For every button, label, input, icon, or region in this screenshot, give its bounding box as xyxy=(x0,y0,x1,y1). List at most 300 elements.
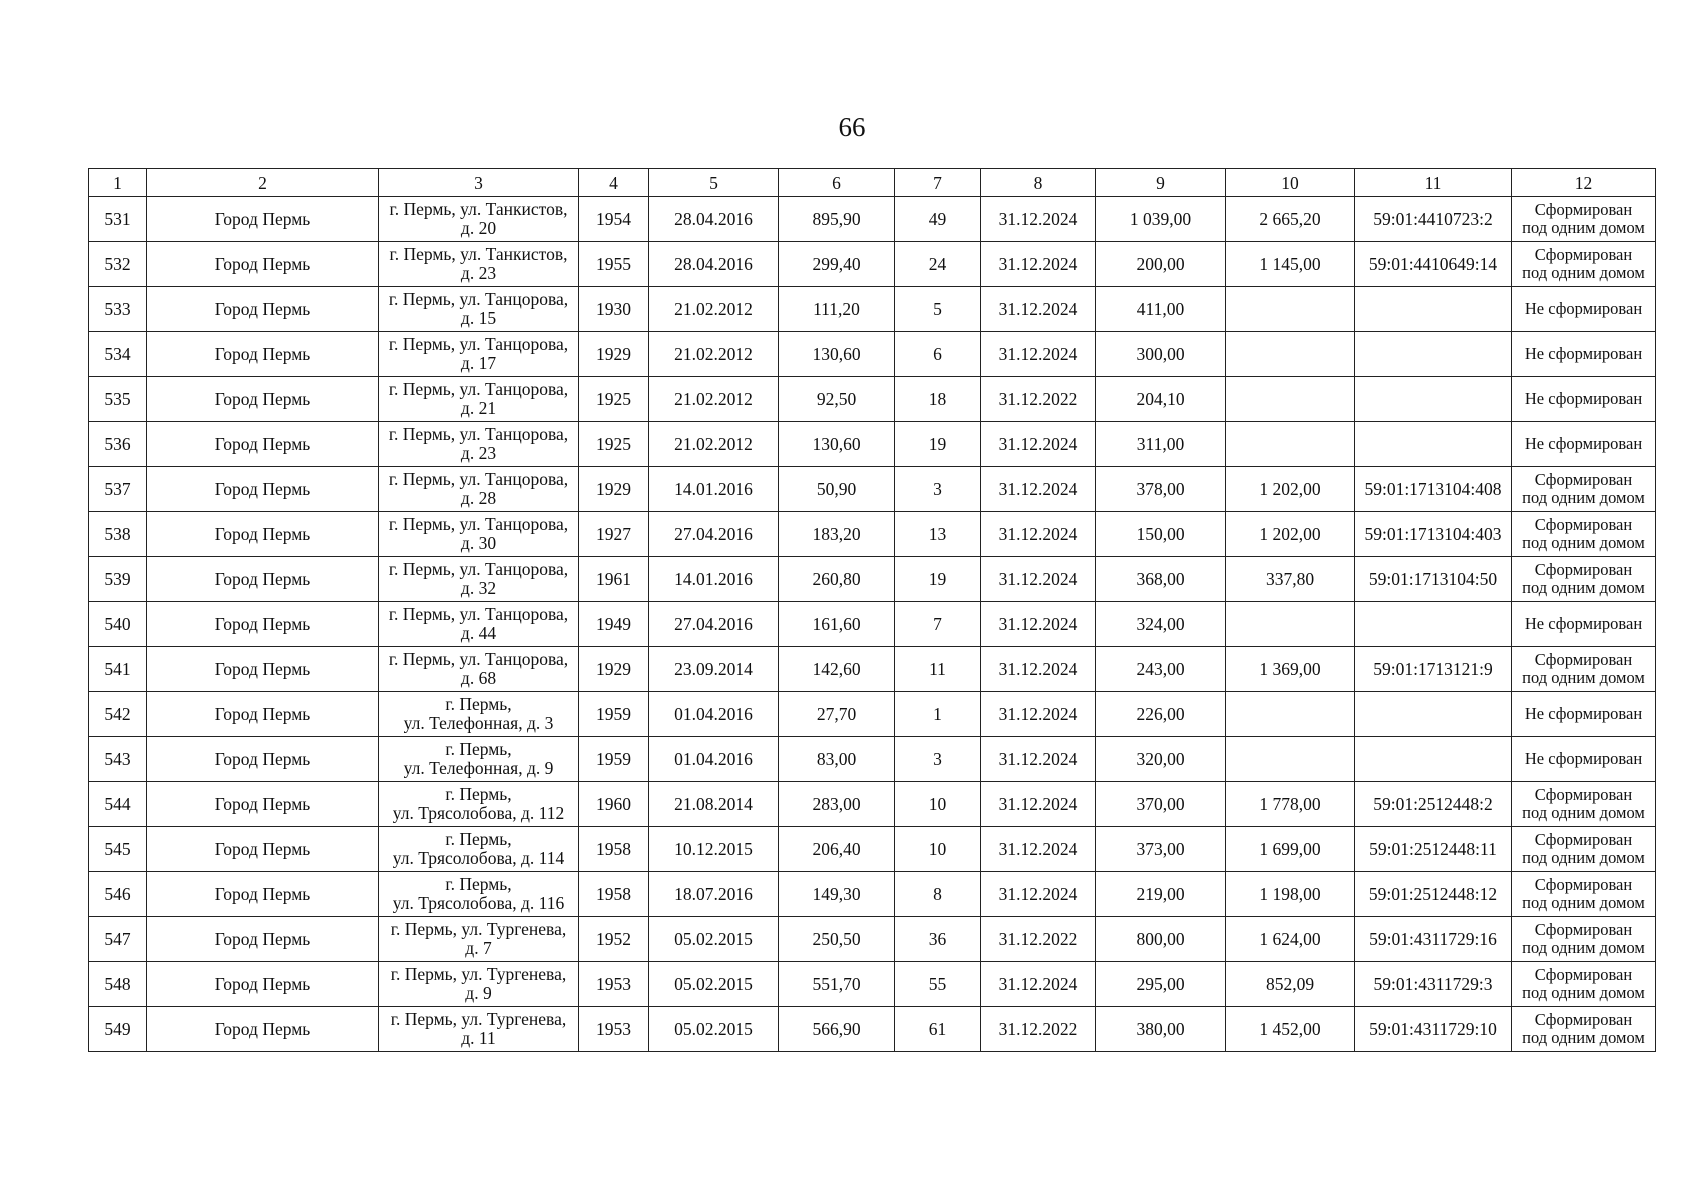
header-col-12: 12 xyxy=(1512,169,1656,197)
cell-year: 1925 xyxy=(579,377,649,422)
cell-area: 130,60 xyxy=(779,422,895,467)
cell-address xyxy=(379,962,579,1007)
cell-col9: 373,00 xyxy=(1096,827,1226,872)
cell-residents: 10 xyxy=(895,827,981,872)
cell-status-line: Сформирован xyxy=(1534,245,1633,264)
table-row xyxy=(89,197,1656,242)
cell-municipality: Город Пермь xyxy=(147,287,379,332)
cell-status xyxy=(1512,557,1656,602)
cell-address-line: г. Пермь, ул. Танкистов, xyxy=(389,199,568,219)
cell-col10: 1 202,00 xyxy=(1226,512,1355,557)
cell-residents: 24 xyxy=(895,242,981,287)
cell-area: 206,40 xyxy=(779,827,895,872)
cell-col10 xyxy=(1226,422,1355,467)
cell-col9: 204,10 xyxy=(1096,377,1226,422)
cell-deadline: 31.12.2024 xyxy=(981,647,1096,692)
cell-date: 23.09.2014 xyxy=(649,647,779,692)
cell-number: 536 xyxy=(89,422,147,467)
cell-address xyxy=(379,737,579,782)
cell-address-line: г. Пермь, xyxy=(445,739,512,759)
cell-residents: 6 xyxy=(895,332,981,377)
header-col-3: 3 xyxy=(379,169,579,197)
cell-municipality: Город Пермь xyxy=(147,647,379,692)
cell-residents: 11 xyxy=(895,647,981,692)
cell-municipality: Город Пермь xyxy=(147,512,379,557)
cell-deadline: 31.12.2024 xyxy=(981,242,1096,287)
cell-status-line: под одним домом xyxy=(1522,668,1645,687)
cell-col10: 1 699,00 xyxy=(1226,827,1355,872)
cell-year: 1949 xyxy=(579,602,649,647)
cell-col9: 370,00 xyxy=(1096,782,1226,827)
housing-table xyxy=(88,168,1656,1052)
cell-cadastral: 59:01:1713104:408 xyxy=(1355,467,1512,512)
header-col-1: 1 xyxy=(89,169,147,197)
cell-status xyxy=(1512,1007,1656,1052)
cell-date: 14.01.2016 xyxy=(649,557,779,602)
cell-deadline: 31.12.2024 xyxy=(981,962,1096,1007)
header-col-8: 8 xyxy=(981,169,1096,197)
header-col-11: 11 xyxy=(1355,169,1512,197)
cell-cadastral xyxy=(1355,692,1512,737)
cell-address-line: ул. Трясолобова, д. 116 xyxy=(392,893,565,913)
cell-address-line: г. Пермь, ул. Танцорова, xyxy=(388,424,569,444)
cell-date: 27.04.2016 xyxy=(649,602,779,647)
cell-residents: 19 xyxy=(895,422,981,467)
table-row xyxy=(89,332,1656,377)
cell-cadastral: 59:01:2512448:2 xyxy=(1355,782,1512,827)
cell-number: 541 xyxy=(89,647,147,692)
cell-date: 21.02.2012 xyxy=(649,377,779,422)
cell-deadline: 31.12.2024 xyxy=(981,197,1096,242)
cell-address-line: г. Пермь, ул. Танцорова, xyxy=(388,649,569,669)
cell-area: 92,50 xyxy=(779,377,895,422)
cell-status-line: Сформирован xyxy=(1534,470,1633,489)
table-row xyxy=(89,647,1656,692)
cell-address xyxy=(379,692,579,737)
cell-address-line: г. Пермь, ул. Танцорова, xyxy=(388,514,569,534)
cell-address-line: д. 21 xyxy=(460,398,497,418)
cell-col9: 226,00 xyxy=(1096,692,1226,737)
cell-status xyxy=(1512,872,1656,917)
cell-date: 05.02.2015 xyxy=(649,962,779,1007)
cell-col10: 1 202,00 xyxy=(1226,467,1355,512)
cell-year: 1927 xyxy=(579,512,649,557)
cell-status-line: Сформирован xyxy=(1534,965,1633,984)
cell-status-line: под одним домом xyxy=(1522,533,1645,552)
cell-deadline: 31.12.2024 xyxy=(981,512,1096,557)
cell-year: 1952 xyxy=(579,917,649,962)
cell-year: 1960 xyxy=(579,782,649,827)
cell-municipality: Город Пермь xyxy=(147,962,379,1007)
cell-status-line: Сформирован xyxy=(1534,920,1633,939)
cell-address-line: д. 17 xyxy=(460,353,497,373)
cell-date: 21.02.2012 xyxy=(649,287,779,332)
cell-address-line: г. Пермь, ул. Танцорова, xyxy=(388,469,569,489)
cell-col9: 311,00 xyxy=(1096,422,1226,467)
cell-col9: 378,00 xyxy=(1096,467,1226,512)
cell-year: 1955 xyxy=(579,242,649,287)
cell-address xyxy=(379,557,579,602)
cell-municipality: Город Пермь xyxy=(147,1007,379,1052)
cell-cadastral: 59:01:1713121:9 xyxy=(1355,647,1512,692)
cell-municipality: Город Пермь xyxy=(147,242,379,287)
cell-municipality: Город Пермь xyxy=(147,197,379,242)
cell-area: 161,60 xyxy=(779,602,895,647)
header-col-2: 2 xyxy=(147,169,379,197)
cell-deadline: 31.12.2024 xyxy=(981,332,1096,377)
cell-status xyxy=(1512,917,1656,962)
cell-municipality: Город Пермь xyxy=(147,917,379,962)
table-row xyxy=(89,1007,1656,1052)
cell-address-line: г. Пермь, ул. Тургенева, xyxy=(390,919,567,939)
cell-number: 545 xyxy=(89,827,147,872)
cell-col10 xyxy=(1226,737,1355,782)
cell-address-line: г. Пермь, ул. Танцорова, xyxy=(388,334,569,354)
cell-status-line: под одним домом xyxy=(1522,938,1645,957)
cell-status-line: Не сформирован xyxy=(1524,299,1643,318)
cell-cadastral xyxy=(1355,377,1512,422)
cell-residents: 7 xyxy=(895,602,981,647)
cell-address-line: д. 32 xyxy=(460,578,497,598)
cell-status xyxy=(1512,782,1656,827)
table-row xyxy=(89,512,1656,557)
cell-col10: 1 369,00 xyxy=(1226,647,1355,692)
cell-col10 xyxy=(1226,602,1355,647)
cell-address-line: д. 68 xyxy=(460,668,497,688)
cell-status xyxy=(1512,512,1656,557)
cell-col10: 1 778,00 xyxy=(1226,782,1355,827)
cell-area: 566,90 xyxy=(779,1007,895,1052)
cell-cadastral xyxy=(1355,602,1512,647)
cell-status-line: под одним домом xyxy=(1522,578,1645,597)
cell-cadastral: 59:01:1713104:403 xyxy=(1355,512,1512,557)
cell-area: 283,00 xyxy=(779,782,895,827)
cell-municipality: Город Пермь xyxy=(147,557,379,602)
cell-year: 1930 xyxy=(579,287,649,332)
cell-status-line: Не сформирован xyxy=(1524,749,1643,768)
cell-date: 01.04.2016 xyxy=(649,737,779,782)
cell-status-line: под одним домом xyxy=(1522,983,1645,1002)
cell-number: 544 xyxy=(89,782,147,827)
cell-col10: 1 198,00 xyxy=(1226,872,1355,917)
cell-col9: 219,00 xyxy=(1096,872,1226,917)
cell-cadastral: 59:01:1713104:50 xyxy=(1355,557,1512,602)
cell-address-line: ул. Телефонная, д. 3 xyxy=(403,713,554,733)
cell-year: 1958 xyxy=(579,872,649,917)
cell-year: 1929 xyxy=(579,332,649,377)
cell-status-line: под одним домом xyxy=(1522,1028,1645,1047)
cell-cadastral: 59:01:2512448:11 xyxy=(1355,827,1512,872)
cell-address xyxy=(379,827,579,872)
table-row xyxy=(89,962,1656,1007)
cell-number: 532 xyxy=(89,242,147,287)
cell-municipality: Город Пермь xyxy=(147,782,379,827)
cell-address-line: г. Пермь, xyxy=(445,874,512,894)
cell-deadline: 31.12.2024 xyxy=(981,422,1096,467)
cell-number: 537 xyxy=(89,467,147,512)
cell-deadline: 31.12.2024 xyxy=(981,692,1096,737)
cell-deadline: 31.12.2024 xyxy=(981,782,1096,827)
cell-address-line: д. 44 xyxy=(460,623,497,643)
cell-number: 533 xyxy=(89,287,147,332)
cell-address-line: ул. Трясолобова, д. 114 xyxy=(392,848,565,868)
cell-residents: 3 xyxy=(895,467,981,512)
cell-date: 18.07.2016 xyxy=(649,872,779,917)
cell-status-line: Не сформирован xyxy=(1524,614,1643,633)
cell-col10: 337,80 xyxy=(1226,557,1355,602)
cell-address-line: д. 20 xyxy=(460,218,497,238)
cell-status-line: Сформирован xyxy=(1534,650,1633,669)
cell-address-line: г. Пермь, ул. Тургенева, xyxy=(390,964,567,984)
cell-area: 551,70 xyxy=(779,962,895,1007)
cell-deadline: 31.12.2024 xyxy=(981,872,1096,917)
cell-municipality: Город Пермь xyxy=(147,692,379,737)
cell-status-line: под одним домом xyxy=(1522,848,1645,867)
cell-address-line: д. 23 xyxy=(460,263,497,283)
cell-status-line: под одним домом xyxy=(1522,488,1645,507)
cell-number: 542 xyxy=(89,692,147,737)
cell-status-line: Не сформирован xyxy=(1524,434,1643,453)
cell-municipality: Город Пермь xyxy=(147,332,379,377)
cell-residents: 19 xyxy=(895,557,981,602)
cell-date: 10.12.2015 xyxy=(649,827,779,872)
table-header-row xyxy=(89,169,1656,197)
cell-address xyxy=(379,287,579,332)
cell-status-line: Сформирован xyxy=(1534,515,1633,534)
cell-number: 531 xyxy=(89,197,147,242)
header-col-4: 4 xyxy=(579,169,649,197)
cell-address-line: ул. Телефонная, д. 9 xyxy=(403,758,554,778)
table-row xyxy=(89,737,1656,782)
cell-residents: 61 xyxy=(895,1007,981,1052)
cell-status-line: Не сформирован xyxy=(1524,704,1643,723)
cell-col9: 300,00 xyxy=(1096,332,1226,377)
cell-col9: 368,00 xyxy=(1096,557,1226,602)
cell-status xyxy=(1512,287,1656,332)
cell-deadline: 31.12.2022 xyxy=(981,377,1096,422)
cell-date: 05.02.2015 xyxy=(649,917,779,962)
cell-date: 21.08.2014 xyxy=(649,782,779,827)
cell-address-line: г. Пермь, ул. Танцорова, xyxy=(388,604,569,624)
cell-year: 1929 xyxy=(579,647,649,692)
cell-status-line: Сформирован xyxy=(1534,200,1633,219)
cell-status xyxy=(1512,737,1656,782)
cell-residents: 1 xyxy=(895,692,981,737)
cell-address-line: г. Пермь, xyxy=(445,694,512,714)
cell-date: 14.01.2016 xyxy=(649,467,779,512)
cell-status xyxy=(1512,197,1656,242)
cell-residents: 8 xyxy=(895,872,981,917)
cell-deadline: 31.12.2024 xyxy=(981,737,1096,782)
cell-area: 299,40 xyxy=(779,242,895,287)
cell-number: 546 xyxy=(89,872,147,917)
cell-col10: 852,09 xyxy=(1226,962,1355,1007)
cell-address-line: г. Пермь, ул. Танцорова, xyxy=(388,379,569,399)
cell-status xyxy=(1512,332,1656,377)
cell-area: 111,20 xyxy=(779,287,895,332)
cell-cadastral: 59:01:4410649:14 xyxy=(1355,242,1512,287)
cell-year: 1961 xyxy=(579,557,649,602)
cell-status-line: Сформирован xyxy=(1534,830,1633,849)
table-row xyxy=(89,377,1656,422)
cell-col9: 150,00 xyxy=(1096,512,1226,557)
cell-col10: 2 665,20 xyxy=(1226,197,1355,242)
cell-year: 1959 xyxy=(579,737,649,782)
cell-status-line: Сформирован xyxy=(1534,875,1633,894)
table-row xyxy=(89,602,1656,647)
cell-address xyxy=(379,422,579,467)
cell-status-line: Не сформирован xyxy=(1524,389,1643,408)
cell-status-line: под одним домом xyxy=(1522,803,1645,822)
table-row xyxy=(89,782,1656,827)
cell-year: 1929 xyxy=(579,467,649,512)
table-row xyxy=(89,872,1656,917)
cell-deadline: 31.12.2024 xyxy=(981,827,1096,872)
cell-col10: 1 624,00 xyxy=(1226,917,1355,962)
cell-address-line: г. Пермь, ул. Танцорова, xyxy=(388,559,569,579)
table-row xyxy=(89,692,1656,737)
cell-cadastral xyxy=(1355,287,1512,332)
cell-residents: 18 xyxy=(895,377,981,422)
cell-col9: 200,00 xyxy=(1096,242,1226,287)
cell-cadastral xyxy=(1355,422,1512,467)
cell-number: 534 xyxy=(89,332,147,377)
cell-municipality: Город Пермь xyxy=(147,467,379,512)
cell-area: 130,60 xyxy=(779,332,895,377)
cell-number: 543 xyxy=(89,737,147,782)
cell-cadastral: 59:01:4311729:16 xyxy=(1355,917,1512,962)
cell-residents: 10 xyxy=(895,782,981,827)
cell-municipality: Город Пермь xyxy=(147,602,379,647)
cell-municipality: Город Пермь xyxy=(147,872,379,917)
cell-address xyxy=(379,242,579,287)
cell-address xyxy=(379,512,579,557)
cell-status xyxy=(1512,377,1656,422)
cell-status xyxy=(1512,242,1656,287)
cell-address xyxy=(379,602,579,647)
cell-address xyxy=(379,917,579,962)
cell-cadastral xyxy=(1355,332,1512,377)
cell-status-line: Сформирован xyxy=(1534,1010,1633,1029)
header-col-9: 9 xyxy=(1096,169,1226,197)
cell-col10: 1 145,00 xyxy=(1226,242,1355,287)
cell-address-line: г. Пермь, ул. Танцорова, xyxy=(388,289,569,309)
cell-deadline: 31.12.2024 xyxy=(981,557,1096,602)
cell-deadline: 31.12.2022 xyxy=(981,1007,1096,1052)
cell-col9: 295,00 xyxy=(1096,962,1226,1007)
cell-col9: 800,00 xyxy=(1096,917,1226,962)
cell-area: 250,50 xyxy=(779,917,895,962)
cell-residents: 49 xyxy=(895,197,981,242)
cell-status-line: Сформирован xyxy=(1534,785,1633,804)
cell-col10 xyxy=(1226,692,1355,737)
cell-col9: 324,00 xyxy=(1096,602,1226,647)
cell-year: 1954 xyxy=(579,197,649,242)
cell-address xyxy=(379,377,579,422)
cell-address xyxy=(379,872,579,917)
cell-status xyxy=(1512,692,1656,737)
cell-status-line: Сформирован xyxy=(1534,560,1633,579)
cell-address-line: д. 23 xyxy=(460,443,497,463)
cell-number: 549 xyxy=(89,1007,147,1052)
cell-area: 149,30 xyxy=(779,872,895,917)
cell-address-line: д. 28 xyxy=(460,488,497,508)
cell-col10: 1 452,00 xyxy=(1226,1007,1355,1052)
cell-cadastral xyxy=(1355,737,1512,782)
cell-date: 05.02.2015 xyxy=(649,1007,779,1052)
cell-address xyxy=(379,647,579,692)
cell-col10 xyxy=(1226,377,1355,422)
cell-municipality: Город Пермь xyxy=(147,827,379,872)
cell-status xyxy=(1512,962,1656,1007)
cell-col10 xyxy=(1226,332,1355,377)
cell-status-line: Не сформирован xyxy=(1524,344,1643,363)
cell-col9: 243,00 xyxy=(1096,647,1226,692)
cell-area: 260,80 xyxy=(779,557,895,602)
cell-status xyxy=(1512,827,1656,872)
table-row xyxy=(89,242,1656,287)
cell-address-line: г. Пермь, ул. Танкистов, xyxy=(389,244,568,264)
cell-status-line: под одним домом xyxy=(1522,263,1645,282)
table-row xyxy=(89,557,1656,602)
cell-address-line: д. 11 xyxy=(461,1028,496,1048)
header-col-7: 7 xyxy=(895,169,981,197)
cell-col9: 1 039,00 xyxy=(1096,197,1226,242)
cell-residents: 36 xyxy=(895,917,981,962)
cell-col9: 320,00 xyxy=(1096,737,1226,782)
cell-cadastral: 59:01:2512448:12 xyxy=(1355,872,1512,917)
table-row xyxy=(89,287,1656,332)
header-col-10: 10 xyxy=(1226,169,1355,197)
cell-number: 538 xyxy=(89,512,147,557)
page-number: 66 xyxy=(838,112,866,142)
cell-deadline: 31.12.2024 xyxy=(981,287,1096,332)
cell-address xyxy=(379,467,579,512)
cell-number: 535 xyxy=(89,377,147,422)
cell-status xyxy=(1512,422,1656,467)
cell-area: 895,90 xyxy=(779,197,895,242)
cell-address xyxy=(379,782,579,827)
cell-year: 1953 xyxy=(579,1007,649,1052)
cell-address xyxy=(379,197,579,242)
cell-residents: 55 xyxy=(895,962,981,1007)
cell-col9: 411,00 xyxy=(1096,287,1226,332)
header-col-5: 5 xyxy=(649,169,779,197)
cell-address-line: г. Пермь, xyxy=(445,784,512,804)
cell-year: 1953 xyxy=(579,962,649,1007)
cell-date: 28.04.2016 xyxy=(649,242,779,287)
cell-cadastral: 59:01:4311729:3 xyxy=(1355,962,1512,1007)
cell-residents: 5 xyxy=(895,287,981,332)
cell-area: 83,00 xyxy=(779,737,895,782)
cell-address-line: д. 7 xyxy=(465,938,492,958)
cell-area: 50,90 xyxy=(779,467,895,512)
cell-area: 142,60 xyxy=(779,647,895,692)
cell-cadastral: 59:01:4311729:10 xyxy=(1355,1007,1512,1052)
cell-deadline: 31.12.2022 xyxy=(981,917,1096,962)
cell-date: 27.04.2016 xyxy=(649,512,779,557)
cell-residents: 3 xyxy=(895,737,981,782)
cell-deadline: 31.12.2024 xyxy=(981,467,1096,512)
cell-col9: 380,00 xyxy=(1096,1007,1226,1052)
cell-deadline: 31.12.2024 xyxy=(981,602,1096,647)
cell-status xyxy=(1512,467,1656,512)
cell-status-line: под одним домом xyxy=(1522,218,1645,237)
cell-address-line: г. Пермь, ул. Тургенева, xyxy=(390,1009,567,1029)
cell-year: 1959 xyxy=(579,692,649,737)
cell-address-line: д. 9 xyxy=(465,983,492,1003)
cell-address-line: ул. Трясолобова, д. 112 xyxy=(392,803,565,823)
